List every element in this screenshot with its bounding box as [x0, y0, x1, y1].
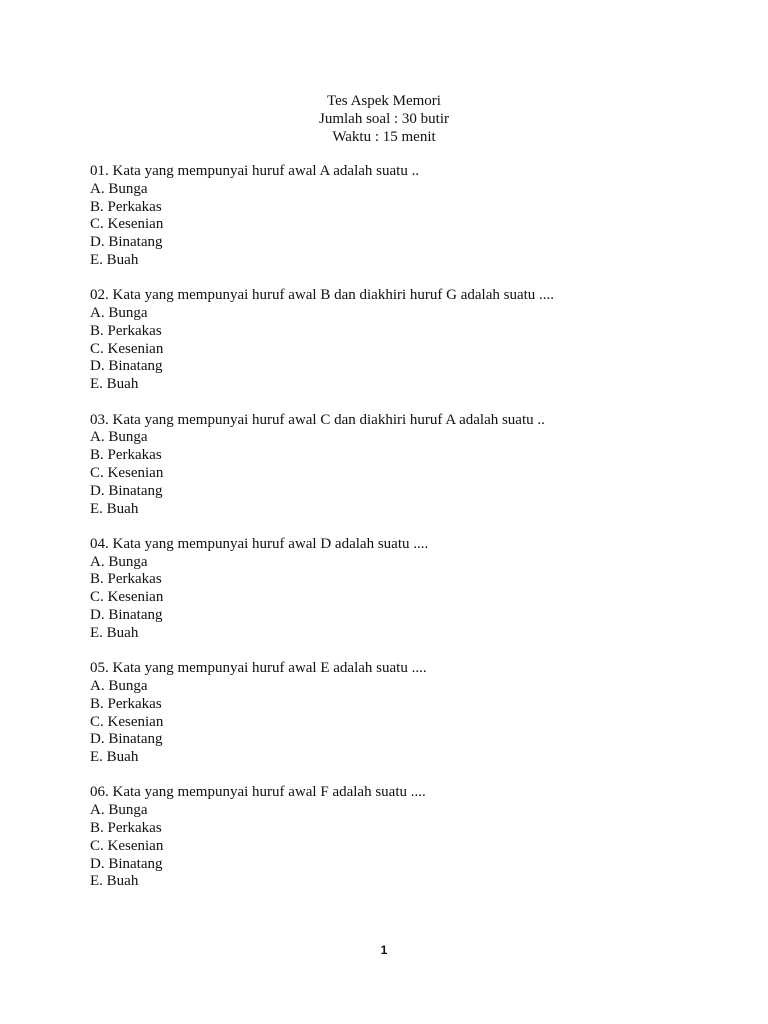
option-a: A. Bunga [90, 429, 148, 446]
option-a: A. Bunga [90, 553, 148, 570]
question-02 [90, 287, 730, 394]
option-c: C. Kesenian [90, 340, 164, 357]
question-03 [90, 412, 730, 519]
option-e: E. Buah [90, 251, 139, 268]
option-b: B. Perkakas [90, 447, 162, 464]
option-e: E. Buah [90, 873, 139, 890]
question-06 [90, 784, 730, 891]
question-text: 04. Kata yang mempunyai huruf awal D adalah suatu .... [90, 535, 429, 552]
option-b: B. Perkakas [90, 571, 162, 588]
option-e: E. Buah [90, 624, 139, 641]
option-d: D. Binatang [90, 855, 163, 872]
option-c: C. Kesenian [90, 464, 164, 481]
page-number: 1 [380, 943, 388, 957]
option-c: C. Kesenian [90, 216, 164, 233]
document-header [0, 92, 768, 146]
option-e: E. Buah [90, 749, 139, 766]
question-text: 01. Kata yang mempunyai huruf awal A adalah suatu .. [90, 163, 420, 179]
option-d: D. Binatang [90, 607, 163, 624]
option-b: B. Perkakas [90, 820, 162, 836]
option-a: A. Bunga [90, 677, 148, 694]
question-text: 02. Kata yang mempunyai huruf awal B dan diakhiri huruf G adalah suatu .... [90, 287, 555, 304]
option-a: A. Bunga [90, 305, 148, 322]
question-list [90, 163, 730, 909]
question-text: 06. Kata yang mempunyai huruf awal F adalah suatu .... [90, 784, 426, 801]
question-05 [90, 660, 730, 767]
question-01 [90, 163, 730, 270]
option-d: D. Binatang [90, 358, 163, 375]
option-c: C. Kesenian [90, 589, 164, 606]
question-count: Jumlah soal : 30 butir [319, 111, 449, 127]
option-b: B. Perkakas [90, 322, 162, 339]
question-text: 05. Kata yang mempunyai huruf awal E adalah suatu .... [90, 660, 427, 677]
option-a: A. Bunga [90, 180, 148, 197]
question-text: 03. Kata yang mempunyai huruf awal C dan diakhiri huruf A adalah suatu .. [90, 411, 545, 428]
question-04 [90, 536, 730, 643]
option-e: E. Buah [90, 376, 139, 393]
time-limit: Waktu : 15 menit [332, 129, 436, 145]
option-c: C. Kesenian [90, 837, 164, 854]
option-d: D. Binatang [90, 234, 163, 251]
option-b: B. Perkakas [90, 198, 162, 215]
option-d: D. Binatang [90, 482, 163, 499]
option-c: C. Kesenian [90, 713, 164, 730]
option-a: A. Bunga [90, 802, 148, 819]
option-d: D. Binatang [90, 731, 163, 748]
option-b: B. Perkakas [90, 695, 162, 712]
option-e: E. Buah [90, 500, 139, 517]
document-title: Tes Aspek Memori [327, 93, 441, 109]
